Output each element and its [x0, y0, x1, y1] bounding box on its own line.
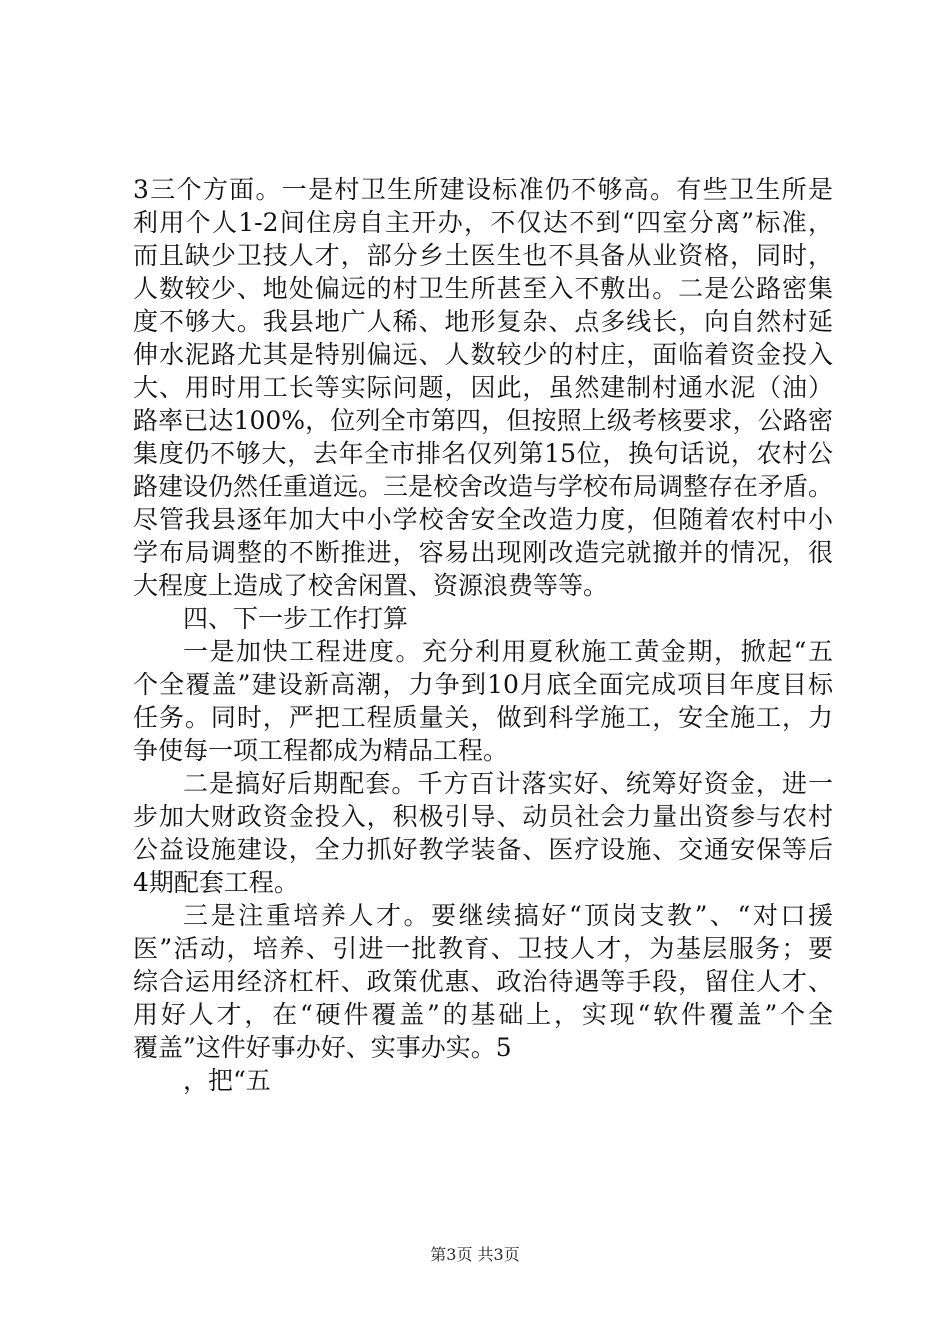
text-line-20: 步加大财政资金投入，积极引导、动员社会力量出资参与农村 — [133, 802, 833, 831]
text-line-25: 综合运用经济杠杆、政策优惠、政治待遇等手段，留住人才、 — [133, 967, 833, 996]
text-line-3: 而且缺少卫技人才，部分乡土医生也不具备从业资格，同时， — [133, 241, 833, 270]
text-line-15: 一是加快工程进度。充分利用夏秋施工黄金期，掀起“五 — [183, 637, 833, 666]
text-line-8: 路率已达100%，位列全市第四，但按照上级考核要求，公路密 — [133, 406, 833, 435]
text-line-21: 公益设施建设，全力抓好教学装备、医疗设施、交通安保等后 — [133, 835, 833, 864]
text-line-12: 学布局调整的不断推进，容易出现刚改造完就撤并的情况，很 — [133, 538, 833, 567]
text-line-17: 任务。同时，严把工程质量关，做到科学施工，安全施工，力 — [133, 703, 833, 732]
text-line-16: 个全覆盖”建设新高潮，力争到10月底全面完成项目年度目标 — [133, 670, 833, 699]
text-line-6: 伸水泥路尤其是特别偏远、人数较少的村庄，面临着资金投入 — [133, 340, 833, 369]
text-line-4: 人数较少、地处偏远的村卫生所甚至入不敷出。二是公路密集 — [133, 274, 833, 303]
text-line-28: ，把“五 — [183, 1066, 271, 1095]
page-footer: 第3页 共3页 — [430, 1245, 520, 1264]
text-line-23: 三是注重培养人才。要继续搞好“顶岗支教”、“对口援 — [183, 901, 833, 930]
text-line-26: 用好人才，在“硬件覆盖”的基础上，实现“软件覆盖”个全 — [133, 1000, 833, 1029]
text-line-7: 大、用时用工长等实际问题，因此，虽然建制村通水泥（油） — [133, 373, 833, 402]
section-heading: 四、下一步工作打算 — [183, 604, 409, 633]
text-line-10: 路建设仍然任重道远。三是校舍改造与学校布局调整存在矛盾。 — [133, 472, 833, 501]
text-line-19: 二是搞好后期配套。千方百计落实好、统筹好资金，进一 — [183, 769, 833, 798]
text-line-18: 争使每一项工程都成为精品工程。 — [133, 736, 509, 765]
document-body — [133, 173, 833, 1097]
text-line-24: 医”活动，培养、引进一批教育、卫技人才，为基层服务；要 — [133, 934, 833, 963]
text-line-5: 度不够大。我县地广人稀、地形复杂、点多线长，向自然村延 — [133, 307, 833, 336]
text-line-11: 尽管我县逐年加大中小学校舍安全改造力度，但随着农村中小 — [133, 505, 833, 534]
text-line-9: 集度仍不够大，去年全市排名仅列第15位，换句话说，农村公 — [133, 439, 833, 468]
text-line-1: 3三个方面。一是村卫生所建设标准仍不够高。有些卫生所是 — [133, 175, 833, 204]
text-line-22: 4期配套工程。 — [133, 868, 299, 897]
text-line-13: 大程度上造成了校舍闲置、资源浪费等等。 — [133, 571, 609, 600]
text-line-2: 利用个人1-2间住房自主开办，不仅达不到“四室分离”标准， — [133, 208, 833, 237]
text-line-27: 覆盖”这件好事办好、实事办实。5 — [133, 1033, 512, 1062]
